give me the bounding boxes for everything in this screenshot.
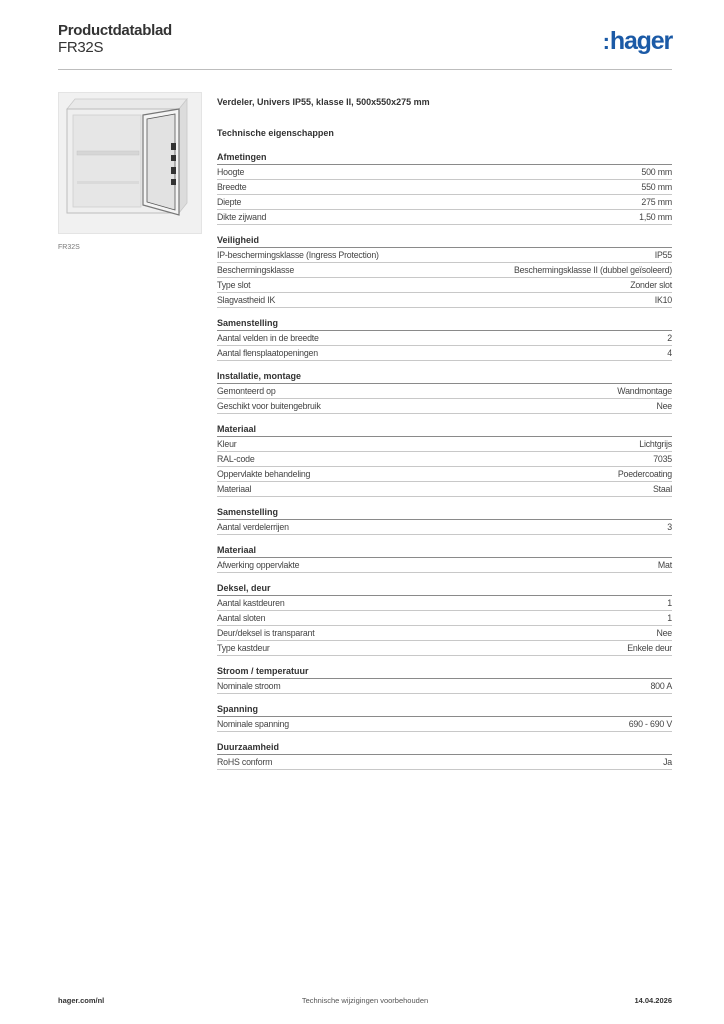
spec-row	[217, 717, 672, 732]
spec-value: Poedercoating	[617, 469, 672, 479]
spec-label: Hoogte	[217, 167, 245, 177]
spec-label: Deur/deksel is transparant	[217, 628, 315, 638]
spec-value: Wandmontage	[617, 386, 672, 396]
spec-label: Breedte	[217, 182, 247, 192]
spec-section	[217, 506, 672, 535]
spec-label: Materiaal	[217, 484, 252, 494]
spec-label: Aantal sloten	[217, 613, 266, 623]
spec-value: Lichtgrijs	[639, 439, 672, 449]
spec-label: Type slot	[217, 280, 251, 290]
spec-row	[217, 611, 672, 626]
spec-value: 550 mm	[641, 182, 672, 192]
spec-label: Aantal verdelerrijen	[217, 522, 289, 532]
spec-row	[217, 467, 672, 482]
spec-sections	[217, 151, 672, 770]
spec-label: Aantal kastdeuren	[217, 598, 285, 608]
spec-row	[217, 293, 672, 308]
spec-value: Nee	[656, 401, 672, 411]
spec-value: Zonder slot	[630, 280, 672, 290]
section-title: Duurzaamheid	[217, 741, 672, 755]
spec-row	[217, 626, 672, 641]
spec-label: Nominale stroom	[217, 681, 281, 691]
spec-row	[217, 165, 672, 180]
spec-label: RAL-code	[217, 454, 255, 464]
spec-label: Aantal velden in de breedte	[217, 333, 319, 343]
spec-row	[217, 452, 672, 467]
footer-disclaimer: Technische wijzigingen voorbehouden	[301, 996, 429, 1005]
product-description: Verdeler, Univers IP55, klasse II, 500x550x275 mm	[217, 97, 430, 107]
spec-row	[217, 482, 672, 497]
spec-section	[217, 151, 672, 225]
product-image	[58, 92, 202, 234]
spec-row	[217, 384, 672, 399]
spec-value: Ja	[663, 757, 672, 767]
spec-label: Kleur	[217, 439, 237, 449]
spec-section	[217, 423, 672, 497]
spec-section	[217, 582, 672, 656]
spec-label: Gemonteerd op	[217, 386, 276, 396]
section-title: Installatie, montage	[217, 370, 672, 384]
spec-label: Diepte	[217, 197, 242, 207]
section-title: Materiaal	[217, 423, 672, 437]
spec-section	[217, 317, 672, 361]
spec-row	[217, 278, 672, 293]
spec-section	[217, 234, 672, 308]
spec-value: 800 A	[650, 681, 672, 691]
footer-date: 14.04.2026	[634, 996, 672, 1005]
spec-label: Afwerking oppervlakte	[217, 560, 300, 570]
spec-label: Aantal flensplaatopeningen	[217, 348, 318, 358]
spec-value: 3	[667, 522, 672, 532]
spec-value: 690 - 690 V	[628, 719, 672, 729]
spec-value: 4	[667, 348, 672, 358]
section-title: Afmetingen	[217, 151, 672, 165]
spec-row	[217, 596, 672, 611]
header-divider	[58, 69, 672, 70]
spec-row	[217, 263, 672, 278]
spec-row	[217, 641, 672, 656]
footer-website: hager.com/nl	[58, 996, 105, 1005]
spec-label: Type kastdeur	[217, 643, 270, 653]
spec-row	[217, 331, 672, 346]
spec-value: 2	[667, 333, 672, 343]
spec-label: Oppervlakte behandeling	[217, 469, 311, 479]
spec-value: IK10	[654, 295, 672, 305]
spec-label: Dikte zijwand	[217, 212, 267, 222]
spec-value: Staal	[652, 484, 672, 494]
spec-label: Geschikt voor buitengebruik	[217, 401, 321, 411]
spec-section	[217, 665, 672, 694]
spec-value: Mat	[657, 560, 672, 570]
spec-value: Beschermingsklasse II (dubbel geïsoleerd)	[513, 265, 672, 275]
image-caption: FR32S	[58, 244, 80, 251]
spec-value: Nee	[656, 628, 672, 638]
spec-value: 500 mm	[641, 167, 672, 177]
spec-section	[217, 370, 672, 414]
section-title: Stroom / temperatuur	[217, 665, 672, 679]
spec-row	[217, 210, 672, 225]
spec-value: 1	[667, 598, 672, 608]
spec-row	[217, 399, 672, 414]
product-specifications	[217, 96, 672, 779]
spec-section	[217, 544, 672, 573]
spec-label: Beschermingsklasse	[217, 265, 295, 275]
spec-label: IP-beschermingsklasse (Ingress Protection)	[217, 250, 379, 260]
spec-row	[217, 180, 672, 195]
section-title: Spanning	[217, 703, 672, 717]
spec-value: 1	[667, 613, 672, 623]
section-title: Materiaal	[217, 544, 672, 558]
spec-value: 7035	[653, 454, 672, 464]
section-title: Samenstelling	[217, 506, 672, 520]
spec-row	[217, 679, 672, 694]
spec-section	[217, 703, 672, 732]
section-title: Samenstelling	[217, 317, 672, 331]
spec-row	[217, 248, 672, 263]
spec-row	[217, 195, 672, 210]
spec-value: 275 mm	[641, 197, 672, 207]
spec-label: Nominale spanning	[217, 719, 289, 729]
page-footer	[58, 996, 672, 1010]
spec-section	[217, 741, 672, 770]
spec-label: RoHS conform	[217, 757, 273, 767]
spec-row	[217, 755, 672, 770]
section-title: Deksel, deur	[217, 582, 672, 596]
tech-properties-heading: Technische eigenschappen	[217, 128, 334, 138]
spec-value: Enkele deur	[627, 643, 672, 653]
hager-logo: :hager	[602, 27, 672, 55]
spec-row	[217, 346, 672, 361]
spec-row	[217, 520, 672, 535]
spec-value: IP55	[654, 250, 672, 260]
spec-row	[217, 437, 672, 452]
spec-value: 1,50 mm	[639, 212, 672, 222]
spec-label: Slagvastheid IK	[217, 295, 276, 305]
section-title: Veiligheid	[217, 234, 672, 248]
page-header	[58, 20, 672, 70]
spec-row	[217, 558, 672, 573]
product-code: FR32S	[58, 39, 104, 56]
document-title: Productdatablad	[58, 22, 172, 39]
